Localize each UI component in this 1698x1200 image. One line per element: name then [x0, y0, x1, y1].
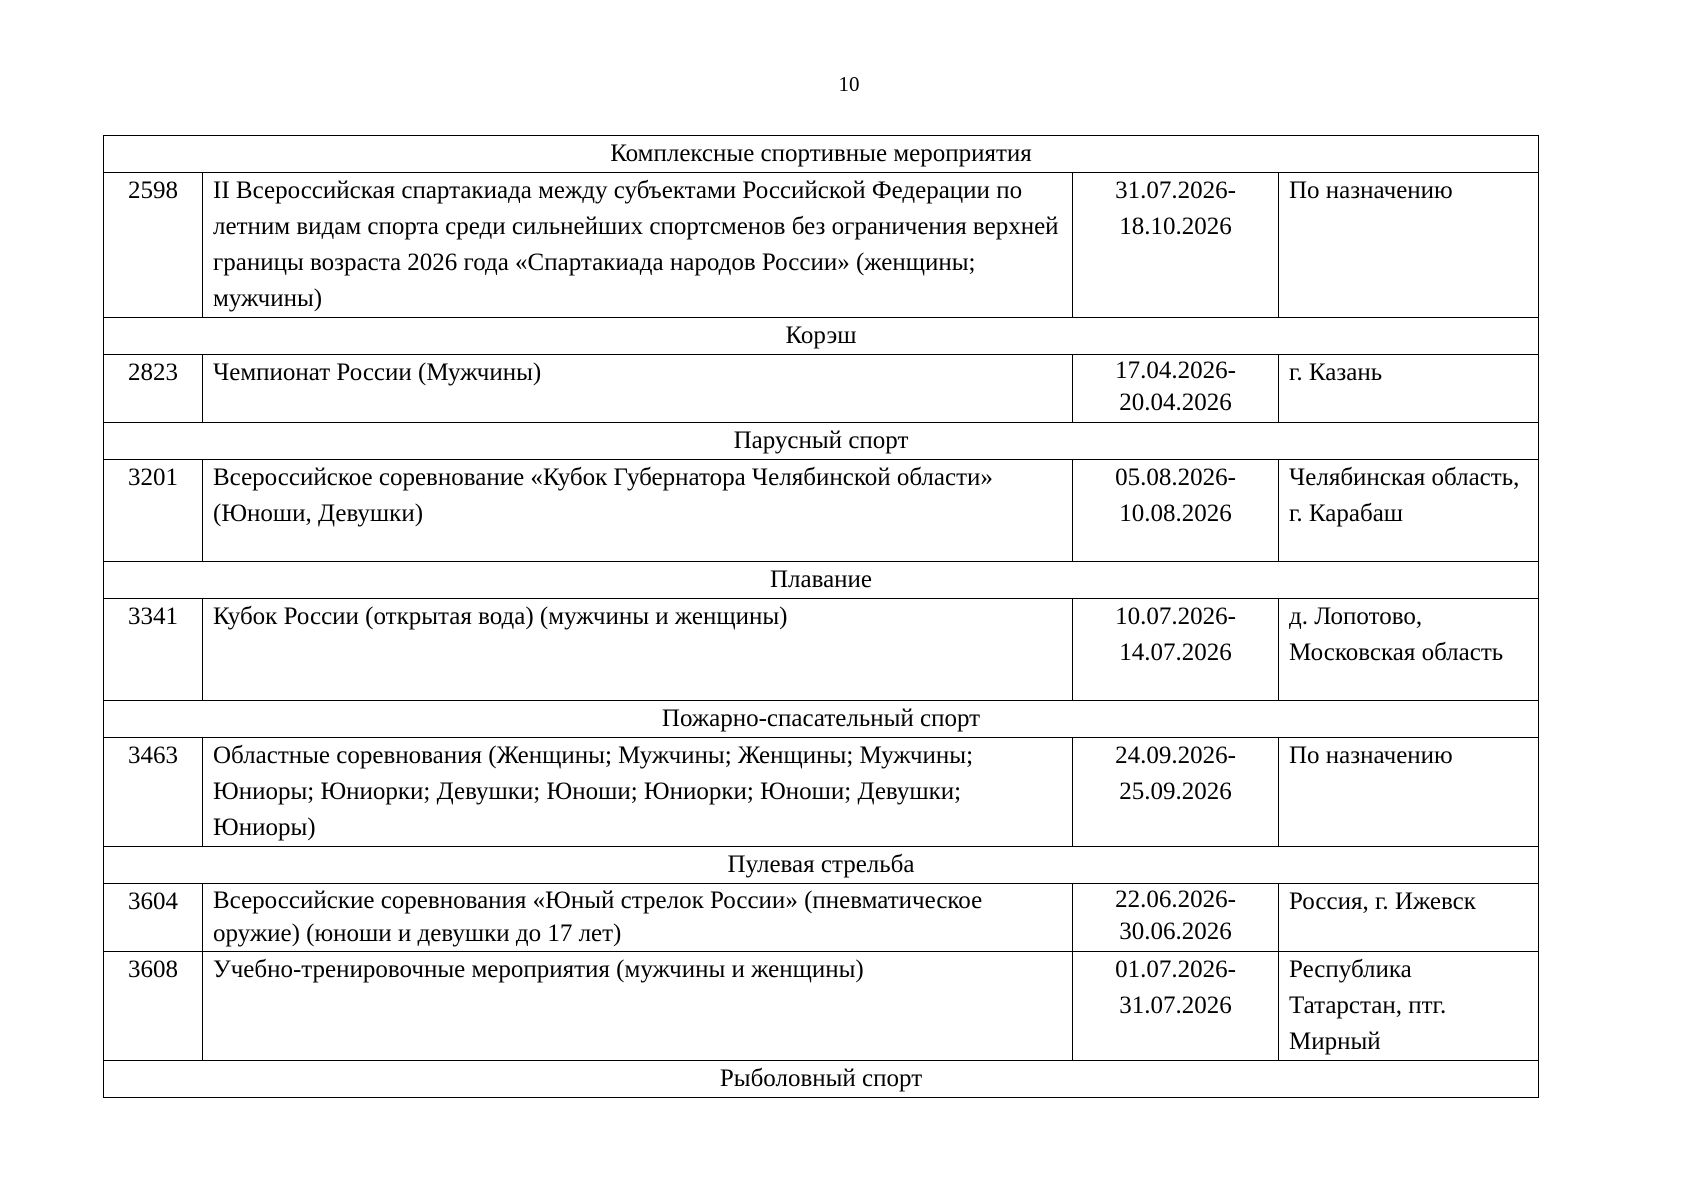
section-title: Пожарно-спасательный спорт [104, 701, 1539, 738]
section-header-row [104, 847, 1539, 884]
event-number: 2823 [104, 355, 203, 423]
event-place: г. Казань [1279, 355, 1539, 423]
event-dates [1073, 599, 1279, 701]
table-row [104, 738, 1539, 847]
event-dates [1073, 173, 1279, 318]
section-header-row [104, 701, 1539, 738]
date-end: 31.07.2026 [1119, 992, 1232, 1019]
event-name: Всероссийское соревнование «Кубок Губернатора Челябинской области» (Юноши, Девушки) [203, 460, 1073, 562]
event-dates [1073, 738, 1279, 847]
table-row [104, 355, 1539, 423]
date-start: 22.06.2026- [1115, 886, 1236, 913]
section-header-row [104, 136, 1539, 173]
date-end: 10.08.2026 [1119, 500, 1232, 527]
table-row [104, 952, 1539, 1061]
date-end: 25.09.2026 [1119, 778, 1232, 805]
event-name: Областные соревнования (Женщины; Мужчины; Женщины; Мужчины; Юниоры; Юниорки; Девушки; Юноши; Юниорки; Юноши; Девушки; Юниоры) [203, 738, 1073, 847]
section-title: Плавание [104, 562, 1539, 599]
date-end: 20.04.2026 [1119, 389, 1232, 416]
event-place: Республика Татарстан, птг. Мирный [1279, 952, 1539, 1061]
page-number: 10 [838, 72, 860, 96]
table-row [104, 460, 1539, 562]
event-dates [1073, 884, 1279, 952]
date-end: 14.07.2026 [1119, 639, 1232, 666]
table-row [104, 884, 1539, 952]
section-header-row [104, 318, 1539, 355]
event-number: 3608 [104, 952, 203, 1061]
section-title: Пулевая стрельба [104, 847, 1539, 884]
event-number: 3463 [104, 738, 203, 847]
event-number: 2598 [104, 173, 203, 318]
date-start: 31.07.2026- [1115, 177, 1236, 204]
event-place: Россия, г. Ижевск [1279, 884, 1539, 952]
event-dates [1073, 355, 1279, 423]
section-header-row [104, 1061, 1539, 1098]
event-dates [1073, 460, 1279, 562]
date-start: 05.08.2026- [1115, 464, 1236, 491]
event-name: Кубок России (открытая вода) (мужчины и женщины) [203, 599, 1073, 701]
date-end: 30.06.2026 [1119, 918, 1232, 945]
table-row [104, 599, 1539, 701]
event-place: д. Лопотово, Московская область [1279, 599, 1539, 701]
event-name: Чемпионат России (Мужчины) [203, 355, 1073, 423]
events-table [103, 135, 1539, 1098]
date-start: 24.09.2026- [1115, 742, 1236, 769]
event-dates [1073, 952, 1279, 1061]
section-title: Рыболовный спорт [104, 1061, 1539, 1098]
event-place: По назначению [1279, 173, 1539, 318]
date-start: 01.07.2026- [1115, 956, 1236, 983]
event-name: Всероссийские соревнования «Юный стрелок России» (пневматическое оружие) (юноши и девушки до 17 лет) [203, 884, 1073, 952]
date-start: 17.04.2026- [1115, 357, 1236, 384]
section-header-row [104, 423, 1539, 460]
section-title: Комплексные спортивные мероприятия [104, 136, 1539, 173]
date-start: 10.07.2026- [1115, 603, 1236, 630]
date-end: 18.10.2026 [1119, 213, 1232, 240]
event-number: 3341 [104, 599, 203, 701]
event-place: По назначению [1279, 738, 1539, 847]
event-name: II Всероссийская спартакиада между субъектами Российской Федерации по летним видам спорта среди сильнейших спортсменов без ограничения верхней границы возраста 2026 года «Спартакиада народов России» (женщины; мужчины) [203, 173, 1073, 318]
event-name: Учебно-тренировочные мероприятия (мужчины и женщины) [203, 952, 1073, 1061]
event-place: Челябинская область, г. Карабаш [1279, 460, 1539, 562]
event-number: 3604 [104, 884, 203, 952]
section-title: Корэш [104, 318, 1539, 355]
table-row [104, 173, 1539, 318]
section-header-row [104, 562, 1539, 599]
event-number: 3201 [104, 460, 203, 562]
section-title: Парусный спорт [104, 423, 1539, 460]
